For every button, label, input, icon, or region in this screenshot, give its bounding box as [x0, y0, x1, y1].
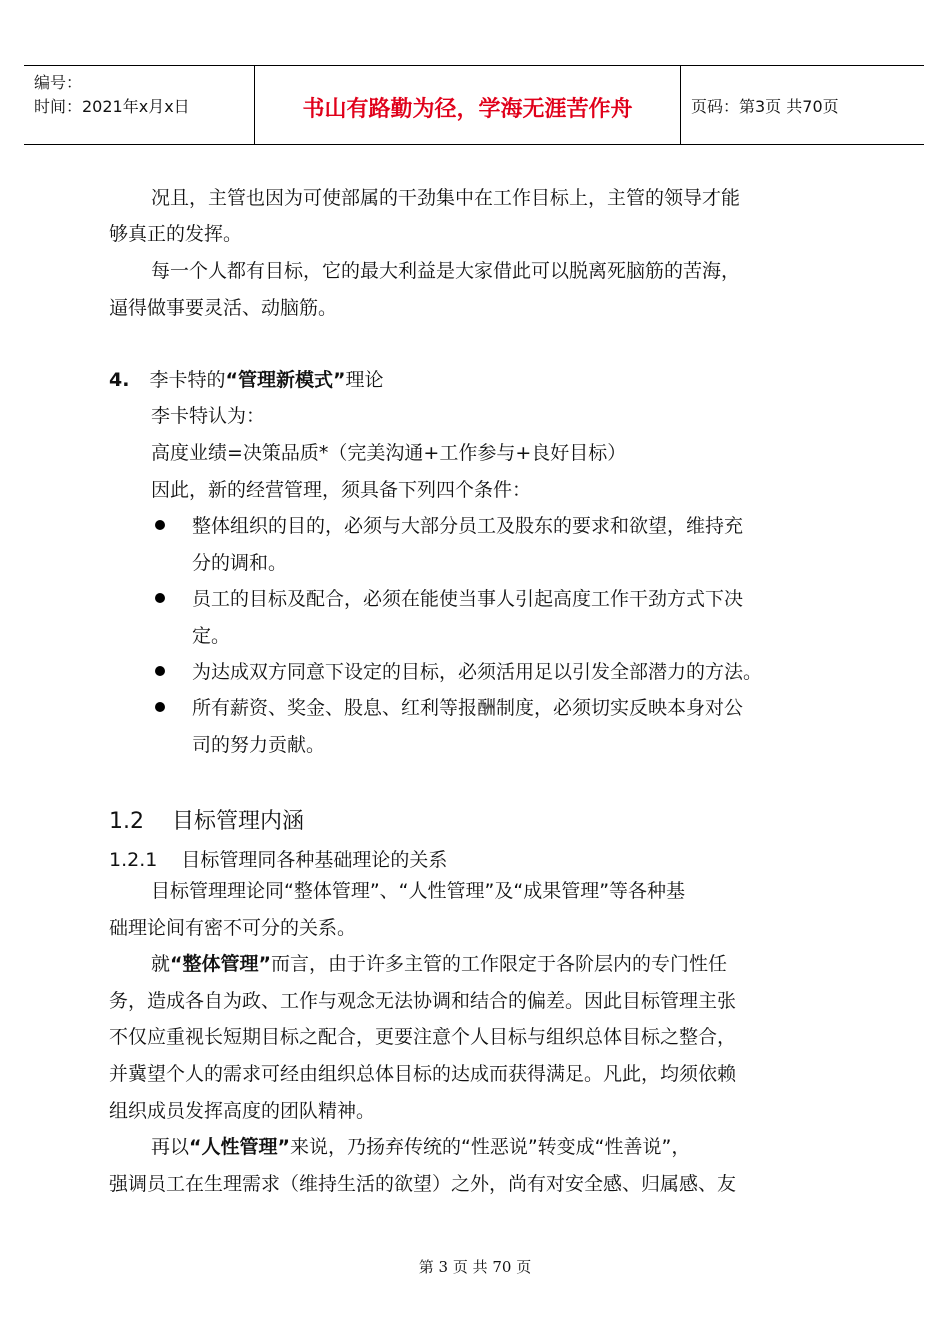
header-motto-cell	[255, 66, 681, 144]
paragraph-line: 每一个人都有目标，它的最大利益是大家借此可以脱离死脑筋的苦海，	[151, 260, 741, 282]
bullet-line: 员工的目标及配合，必须在能使当事人引起高度工作干劲方式下决	[192, 588, 744, 610]
heading-number: 1.2	[109, 809, 144, 834]
section-title-bold: “管理新模式”	[225, 369, 346, 391]
motto: 书山有路勤为径，学海无涯苦作舟	[302, 97, 633, 122]
bullet-dot	[155, 593, 165, 603]
paragraph-line: 不仅应重视长短期目标之配合，更要注意个人目标与组织总体目标之整合，	[109, 1026, 737, 1048]
text-run: 而言，由于许多主管的工作限定于各阶层内的专门性任	[271, 953, 728, 975]
heading-text: 目标管理同各种基础理论的关系	[181, 849, 448, 871]
paragraph-line	[151, 946, 727, 982]
paragraph-line: 李卡特认为：	[151, 405, 266, 427]
bullet-line: 为达成双方同意下设定的目标，必须活用足以引发全部潜力的方法。	[192, 661, 763, 683]
text-run-bold: “整体管理”	[170, 953, 271, 975]
text-run: 再以	[151, 1136, 190, 1158]
time-label: 时间：2021年x月x日	[34, 97, 190, 116]
paragraph-line: 因此，新的经营管理，须具备下列四个条件：	[151, 479, 532, 501]
section-title-pre: 李卡特的	[149, 369, 226, 391]
paragraph-line: 并冀望个人的需求可经由组织总体目标的达成而获得满足。凡此，均须依赖	[109, 1063, 737, 1085]
header-page-cell	[681, 66, 924, 144]
formula-line: 高度业绩=决策品质*（完美沟通+工作参与+良好目标）	[151, 442, 627, 464]
text-run-bold: “人性管理”	[189, 1136, 290, 1158]
bullet-line: 分的调和。	[192, 552, 288, 574]
paragraph-line	[151, 1129, 690, 1165]
section-title-post: 理论	[345, 369, 384, 391]
heading-1-2-1	[109, 845, 447, 872]
bullet-line: 定。	[192, 625, 231, 647]
header-meta-cell	[24, 66, 255, 144]
paragraph-line: 务，造成各自为政、工作与观念无法协调和结合的偏差。因此目标管理主张	[109, 990, 737, 1012]
page-footer: 第 3 页 共 70 页	[418, 1258, 532, 1276]
number-label: 编号：	[34, 73, 83, 92]
bullet-line: 所有薪资、奖金、股息、红利等报酬制度，必须切实反映本身对公	[192, 697, 744, 719]
page-header	[24, 65, 924, 145]
paragraph-line: 础理论间有密不可分的关系。	[109, 917, 357, 939]
bullet-dot	[155, 666, 165, 676]
section-heading	[109, 362, 383, 398]
page-info: 页码：第3页 共70页	[691, 97, 839, 116]
paragraph-line: 够真正的发挥。	[109, 223, 243, 245]
paragraph-line: 组织成员发挥高度的团队精神。	[109, 1100, 376, 1122]
heading-text: 目标管理内涵	[172, 809, 305, 834]
paragraph-line: 逼得做事要灵活、动脑筋。	[109, 297, 338, 319]
text-run: 来说，乃扬弃传统的“性恶说”转变成“性善说”，	[290, 1136, 691, 1158]
heading-number: 1.2.1	[109, 849, 158, 871]
bullet-dot	[155, 520, 165, 530]
bullet-dot	[155, 702, 165, 712]
paragraph-line: 目标管理理论同“整体管理”、“人性管理”及“成果管理”等各种基	[151, 880, 686, 902]
paragraph-line: 强调员工在生理需求（维持生活的欲望）之外，尚有对安全感、归属感、友	[109, 1173, 737, 1195]
paragraph-line: 况且，主管也因为可使部属的干劲集中在工作目标上，主管的领导才能	[151, 187, 741, 209]
section-number: 4.	[109, 369, 130, 391]
text-run: 就	[151, 953, 171, 975]
bullet-line: 整体组织的目的，必须与大部分员工及股东的要求和欲望，维持充	[192, 515, 744, 537]
bullet-line: 司的努力贡献。	[192, 734, 326, 756]
heading-1-2	[109, 804, 304, 835]
